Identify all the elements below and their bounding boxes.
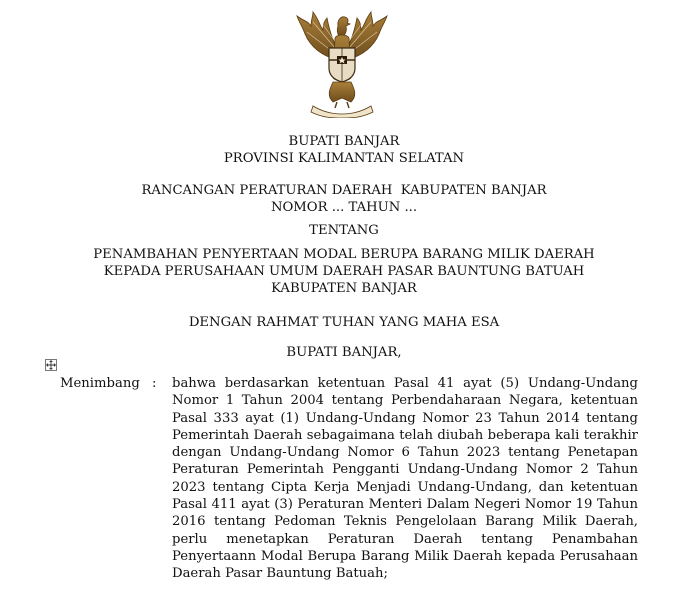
subject-line: KABUPATEN BANJAR (271, 281, 417, 296)
about-label: TENTANG (309, 223, 379, 238)
regulation-number: NOMOR ... TAHUN ... (270, 200, 418, 215)
garuda-emblem (293, 8, 391, 118)
subject-line: PENAMBAHAN PENYERTAAN MODAL BERUPA BARANG MILIK DAERAH (93, 247, 595, 262)
considering-label: Menimbang (60, 376, 140, 391)
preamble: DENGAN RAHMAT TUHAN YANG MAHA ESA (188, 315, 500, 330)
draft-regulation-title: RANCANGAN PERATURAN DAERAH KABUPATEN BANJAR (141, 183, 547, 198)
move-arrows-icon[interactable] (45, 359, 57, 371)
province-title: PROVINSI KALIMANTAN SELATAN (223, 151, 465, 166)
subject-line: KEPADA PERUSAHAAN UMUM DAERAH PASAR BAUNTUNG BATUAH (103, 264, 585, 279)
official-title: BUPATI BANJAR (288, 134, 400, 149)
considering-colon: : (152, 376, 157, 391)
considering-text: bahwa berdasarkan ketentuan Pasal 41 ayat (5) Undang-Undang Nomor 1 Tahun 2004 tentang Perbendaharaan Negara, ketentuan Pasal 333 ayat (1) Undang-Undang Nomor 23 Tahun 2014 tentang Pemerintah Daerah sebagaimana telah diubah beberapa kali terakhir dengan Undang-Undang Nomor 6 Tahun 2023 tentang Penetapan Peraturan Pemerintah Pengganti Undang-Undang Nomor 2 Tahun 2023 tentang Cipta Kerja Menjadi Undang-Undang, dan ketentuan Pasal 411 ayat (3) Peraturan Menteri Dalam Negeri Nomor 19 Tahun 2016 tentang Pedoman Teknis Pengelolaan Barang Milik Daerah, perlu menetapkan Peraturan Daerah tentang Penambahan Penyertaann Modal Berupa Barang Milik Daerah kepada Perusahaan Daerah Pasar Bauntung Batuah; (172, 376, 638, 582)
issuer: BUPATI BANJAR, (286, 345, 402, 360)
